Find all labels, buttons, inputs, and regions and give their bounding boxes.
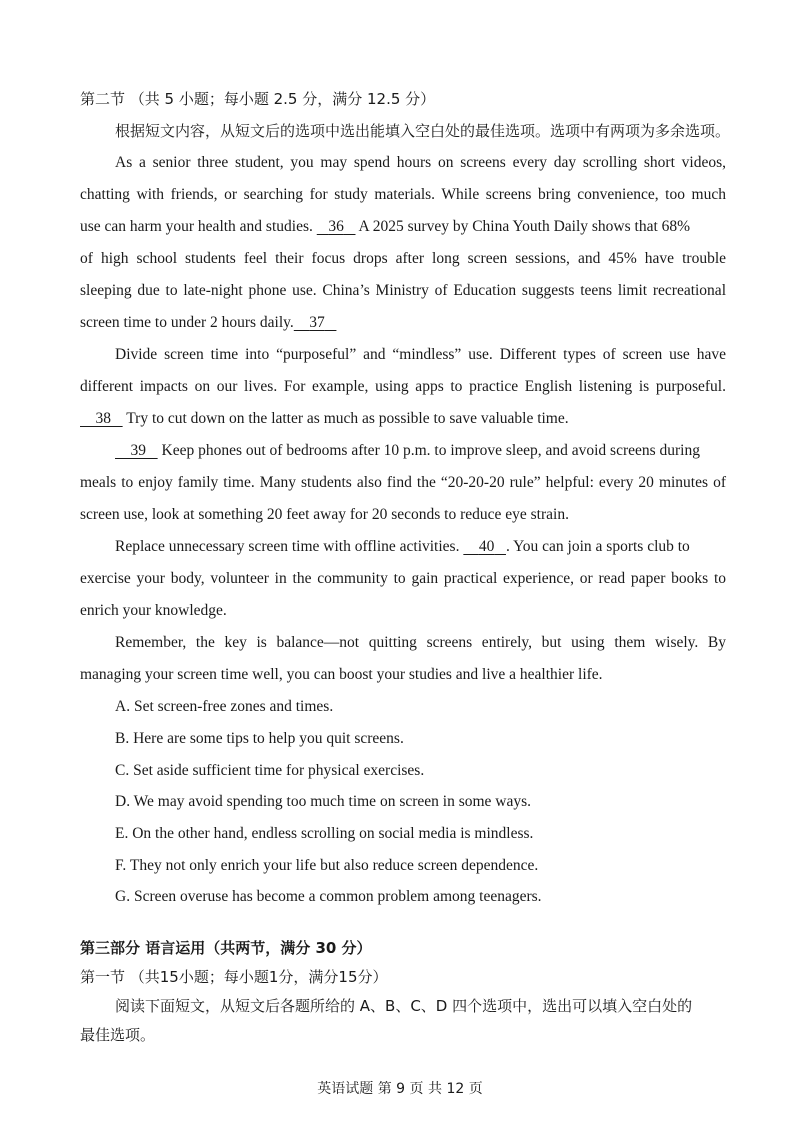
option-d: D. We may avoid spending too much time on screen in some ways. xyxy=(115,793,532,810)
passage-line: sleeping due to late-night phone use. China’s Ministry of Education suggests teens limit recreational xyxy=(80,282,726,299)
page-footer: 英语试题 第 9 页 共 12 页 xyxy=(317,1081,483,1097)
part-heading: 第三部分 语言运用（共两节，满分 30 分） xyxy=(80,939,372,957)
section-instruction: 根据短文内容，从短文后的选项中选出能填入空白处的最佳选项。选项中有两项为多余选项。 xyxy=(115,122,731,140)
passage-line: different impacts on our lives. For example, using apps to practice English listening is purposeful. xyxy=(80,378,726,395)
passage-line xyxy=(115,441,726,461)
passage-line xyxy=(80,409,726,429)
option-b: B. Here are some tips to help you quit screens. xyxy=(115,730,404,747)
section-instruction: 阅读下面短文，从短文后各题所给的 A、B、C、D 四个选项中，选出可以填入空白处的 xyxy=(115,997,693,1015)
blank-40: 40 xyxy=(478,538,495,555)
passage-text: Replace unnecessary screen time with offline activities. xyxy=(115,538,460,555)
option-a: A. Set screen-free zones and times. xyxy=(115,698,334,715)
passage-line xyxy=(80,217,726,237)
option-g: G. Screen overuse has become a common problem among teenagers. xyxy=(115,888,542,905)
passage-text: use can harm your health and studies. xyxy=(80,218,313,235)
option-e: E. On the other hand, endless scrolling on social media is mindless. xyxy=(115,825,534,842)
section-instruction: 最佳选项。 xyxy=(80,1026,156,1044)
passage-line: enrich your knowledge. xyxy=(80,602,227,619)
passage-line: managing your screen time well, you can boost your studies and live a healthier life. xyxy=(80,666,603,683)
passage-line: As a senior three student, you may spend hours on screens every day scrolling short videos, xyxy=(115,154,726,171)
passage-line: exercise your body, volunteer in the community to gain practical experience, or read paper books to xyxy=(80,570,726,587)
passage-line: of high school students feel their focus drops after long screen sessions, and 45% have trouble xyxy=(80,250,726,267)
blank-39: 39 xyxy=(130,442,146,459)
section-heading: 第一节 （共15小题；每小题1分，满分15分） xyxy=(80,968,388,986)
passage-text: screen time to under 2 hours daily. xyxy=(80,314,294,331)
blank-37: 37 xyxy=(309,314,325,331)
blank-38: 38 xyxy=(95,410,111,427)
passage-line: meals to enjoy family time. Many students also find the “20-20-20 rule” helpful: every 20 minutes of xyxy=(80,474,726,491)
passage-text: . You can join a sports club to xyxy=(505,538,690,555)
passage-text: Try to cut down on the latter as much as possible to save valuable time. xyxy=(126,410,569,427)
passage-text: A 2025 survey by China Youth Daily shows that 68% xyxy=(358,218,691,235)
passage-line xyxy=(80,313,726,333)
passage-line: screen use, look at something 20 feet away for 20 seconds to reduce eye strain. xyxy=(80,506,569,523)
section-heading: 第二节 （共 5 小题；每小题 2.5 分，满分 12.5 分） xyxy=(80,90,436,108)
passage-line: Remember, the key is balance—not quitting screens entirely, but using them wisely. By xyxy=(115,634,726,651)
option-c: C. Set aside sufficient time for physical exercises. xyxy=(115,762,425,779)
passage-line: chatting with friends, or searching for study materials. While screens bring convenience, too much xyxy=(80,186,726,203)
blank-36: 36 xyxy=(328,218,344,235)
option-f: F. They not only enrich your life but also reduce screen dependence. xyxy=(115,857,539,874)
passage-line xyxy=(115,537,726,557)
passage-line: Divide screen time into “purposeful” and “mindless” use. Different types of screen use have xyxy=(115,346,726,363)
passage-text: Keep phones out of bedrooms after 10 p.m. to improve sleep, and avoid screens during xyxy=(161,442,700,459)
